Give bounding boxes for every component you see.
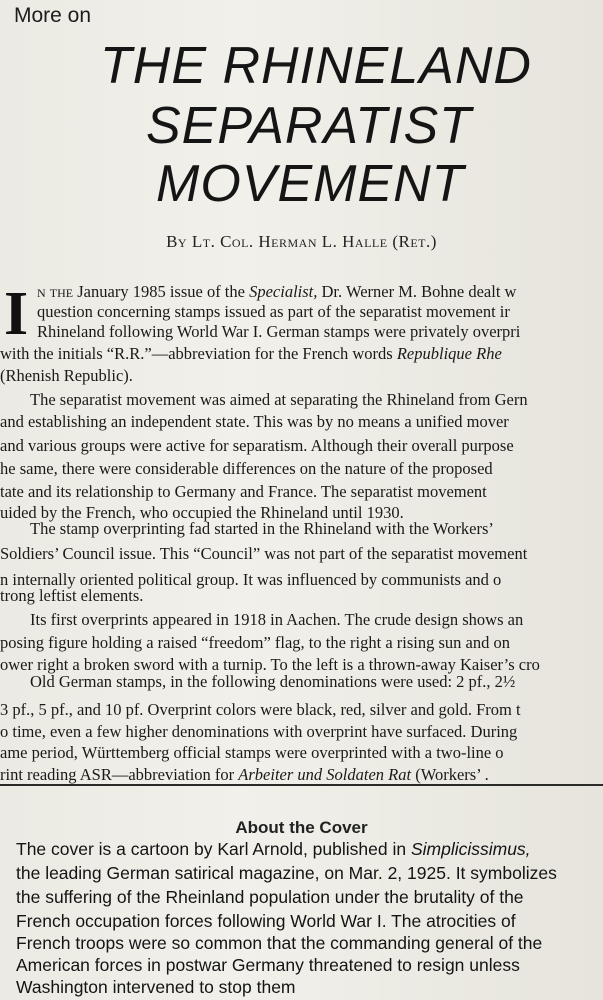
article-line xyxy=(0,700,521,720)
text-run: Washington intervened to stop them xyxy=(16,977,296,997)
about-cover-heading: About the Cover xyxy=(235,818,368,837)
text-run: and various groups were active for separatism. Although their overall purpose xyxy=(0,436,514,455)
text-run: American forces in postwar Germany threatened to resign unless xyxy=(16,955,520,975)
text-run: ower right a broken sword with a turnip. To the left is a thrown-away Kaiser’s cro xyxy=(0,655,540,674)
text-run: n internally oriented political group. It was influenced by communists and o xyxy=(0,570,502,589)
text-run: ame period, Württemberg official stamps were overprinted with a two-line o xyxy=(0,743,504,762)
article-title-line-3: MOVEMENT xyxy=(156,155,465,213)
cover-line xyxy=(16,886,524,908)
text-run: Soldiers’ Council issue. This “Council” was not part of the separatist movement xyxy=(0,544,528,563)
text-run: the suffering of the Rheinland population under the brutality of the xyxy=(16,887,524,907)
article-line xyxy=(0,344,502,364)
text-run: The cover is a cartoon by Karl Arnold, published in xyxy=(16,839,411,859)
article-line xyxy=(0,633,510,653)
article-line xyxy=(0,544,527,564)
article-line xyxy=(0,586,143,606)
cover-line xyxy=(16,862,557,884)
text-run: The separatist movement was aimed at separating the Rhineland from Gern xyxy=(30,390,528,409)
text-run: Specialist, xyxy=(249,282,318,301)
text-run: French occupation forces following World War I. The atrocities of xyxy=(16,911,516,931)
text-run: Old German stamps, in the following denominations were used: 2 pf., 2½ xyxy=(30,672,516,691)
article-line xyxy=(0,722,517,742)
text-run: Simplicissimus, xyxy=(410,839,531,859)
text-run: with the initials “R.R.”—abbreviation for the French words xyxy=(0,344,397,363)
article-line xyxy=(0,366,133,386)
text-run: tate and its relationship to Germany and France. The separatist movement xyxy=(0,482,487,501)
text-run: 3 pf., 5 pf., and 10 pf. Overprint colors were black, red, silver and gold. From t xyxy=(0,700,521,719)
text-run: (Rhenish Republic). xyxy=(0,366,133,385)
cover-line xyxy=(16,838,531,860)
text-run: Its first overprints appeared in 1918 in Aachen. The crude design shows an xyxy=(30,610,524,629)
section-kicker: More on xyxy=(14,4,92,27)
section-divider xyxy=(0,784,603,786)
text-run: The stamp overprinting fad started in the Rhineland with the Workers’ xyxy=(30,519,494,538)
text-run: trong leftist elements. xyxy=(0,586,144,605)
text-run: and establishing an independent state. This was by no means a unified mover xyxy=(0,412,509,431)
cover-line xyxy=(16,910,516,932)
text-run: Republique Rhe xyxy=(396,344,502,363)
article-line xyxy=(30,610,523,630)
article-title-line-1: THE RHINELAND xyxy=(100,37,532,95)
text-run: question concerning stamps issued as part of the separatist movement ir xyxy=(37,302,510,321)
text-run: Dr. Werner M. Bohne dealt w xyxy=(317,282,517,301)
cover-line xyxy=(16,976,296,998)
article-line xyxy=(0,743,504,763)
article-line xyxy=(30,390,528,410)
article-line xyxy=(0,765,489,785)
article-line xyxy=(37,282,516,302)
article-line xyxy=(0,482,487,502)
article-line xyxy=(37,302,510,322)
article-title-line-2: SEPARATIST xyxy=(146,97,472,155)
text-run: posing figure holding a raised “freedom” flag, to the right a rising sun and on xyxy=(0,633,510,652)
text-run: (Workers’ . xyxy=(411,765,489,784)
drop-cap: I xyxy=(4,280,29,348)
text-run: he same, there were considerable differences on the nature of the proposed xyxy=(0,459,493,478)
article-line xyxy=(37,322,520,342)
text-run: Arbeiter und Soldaten Rat xyxy=(238,765,412,784)
text-run: French troops were so common that the commanding general of the xyxy=(16,933,543,953)
article-line xyxy=(0,412,509,432)
article-line xyxy=(0,459,493,479)
article-line xyxy=(30,672,515,692)
text-run: Rhineland following World War I. German stamps were privately overpri xyxy=(37,322,521,341)
text-run: o time, even a few higher denominations with overprint have surfaced. During xyxy=(0,722,518,741)
article-line xyxy=(0,436,514,456)
text-run: rint reading ASR—abbreviation for xyxy=(0,765,239,784)
text-run: uided by the French, who occupied the Rhineland until 1930. xyxy=(0,503,404,522)
text-run: n the xyxy=(37,282,74,301)
author-byline: By Lt. Col. Herman L. Halle (Ret.) xyxy=(166,232,437,251)
cover-line xyxy=(16,932,542,954)
text-run: January 1985 issue of the xyxy=(73,282,250,301)
article-line xyxy=(30,519,494,539)
cover-line xyxy=(16,954,520,976)
text-run: the leading German satirical magazine, on Mar. 2, 1925. It symbolizes xyxy=(16,863,557,883)
